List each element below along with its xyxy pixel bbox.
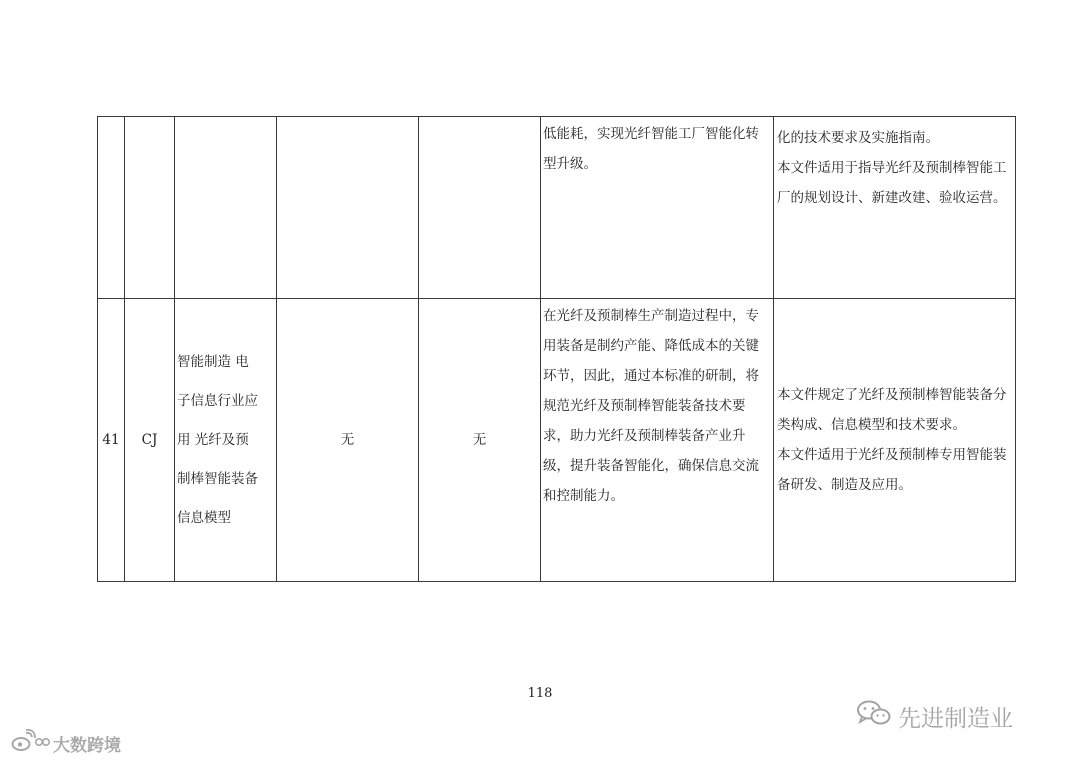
name-line: 子信息行业应 <box>177 392 258 409</box>
code-cell <box>125 117 175 299</box>
name-line: 制棒智能装备 <box>177 470 258 487</box>
column-4-cell: 无 <box>277 299 419 582</box>
scope-text: 本文件适用于指导光纤及预制棒智能工厂的规划设计、新建改建、验收运营。 <box>777 160 1007 206</box>
column-5-cell: 无 <box>419 299 541 582</box>
wechat-watermark <box>856 700 1013 732</box>
weibo-watermark-text: 大数跨境 <box>53 735 121 756</box>
scope-text: 本文件规定了光纤及预制棒智能装备分类构成、信息模型和技术要求。 <box>777 387 1007 433</box>
number-cell: 41 <box>98 299 125 582</box>
name-cell <box>175 299 277 582</box>
name-line: 智能制造 电 <box>177 353 249 370</box>
code-cell: CJ <box>125 299 175 582</box>
wechat-watermark-text: 先进制造业 <box>898 705 1013 732</box>
scope-text: 化的技术要求及实施指南。 <box>777 130 939 146</box>
scope-cell <box>774 117 1016 299</box>
column-4-cell <box>277 117 419 299</box>
page-number: 118 <box>527 686 553 701</box>
scope-cell <box>774 299 1016 582</box>
description-cell <box>541 299 774 582</box>
name-line: 信息模型 <box>177 509 231 526</box>
table-row <box>98 299 1016 582</box>
column-5-cell <box>419 117 541 299</box>
weibo-logo-icon <box>10 729 50 758</box>
number-cell <box>98 117 125 299</box>
scope-text: 本文件适用于光纤及预制棒专用智能装备研发、制造及应用。 <box>777 447 1007 493</box>
wechat-logo-icon <box>856 699 892 733</box>
weibo-watermark <box>10 730 121 756</box>
name-line: 用 光纤及预 <box>177 431 249 448</box>
description-text: 在光纤及预制棒生产制造过程中，专用装备是制约产能、降低成本的关键环节，因此，通过本标准的研制，将规范光纤及预制棒智能装备技术要求，助力光纤及预制棒装备产业升级，提升装备智能化，确保信息交流和控制能力。 <box>543 308 759 504</box>
standards-table <box>97 116 1016 582</box>
description-cell <box>541 117 774 299</box>
name-cell <box>175 117 277 299</box>
table-row <box>98 117 1016 299</box>
description-text: 低能耗，实现光纤智能工厂智能化转型升级。 <box>543 126 759 172</box>
